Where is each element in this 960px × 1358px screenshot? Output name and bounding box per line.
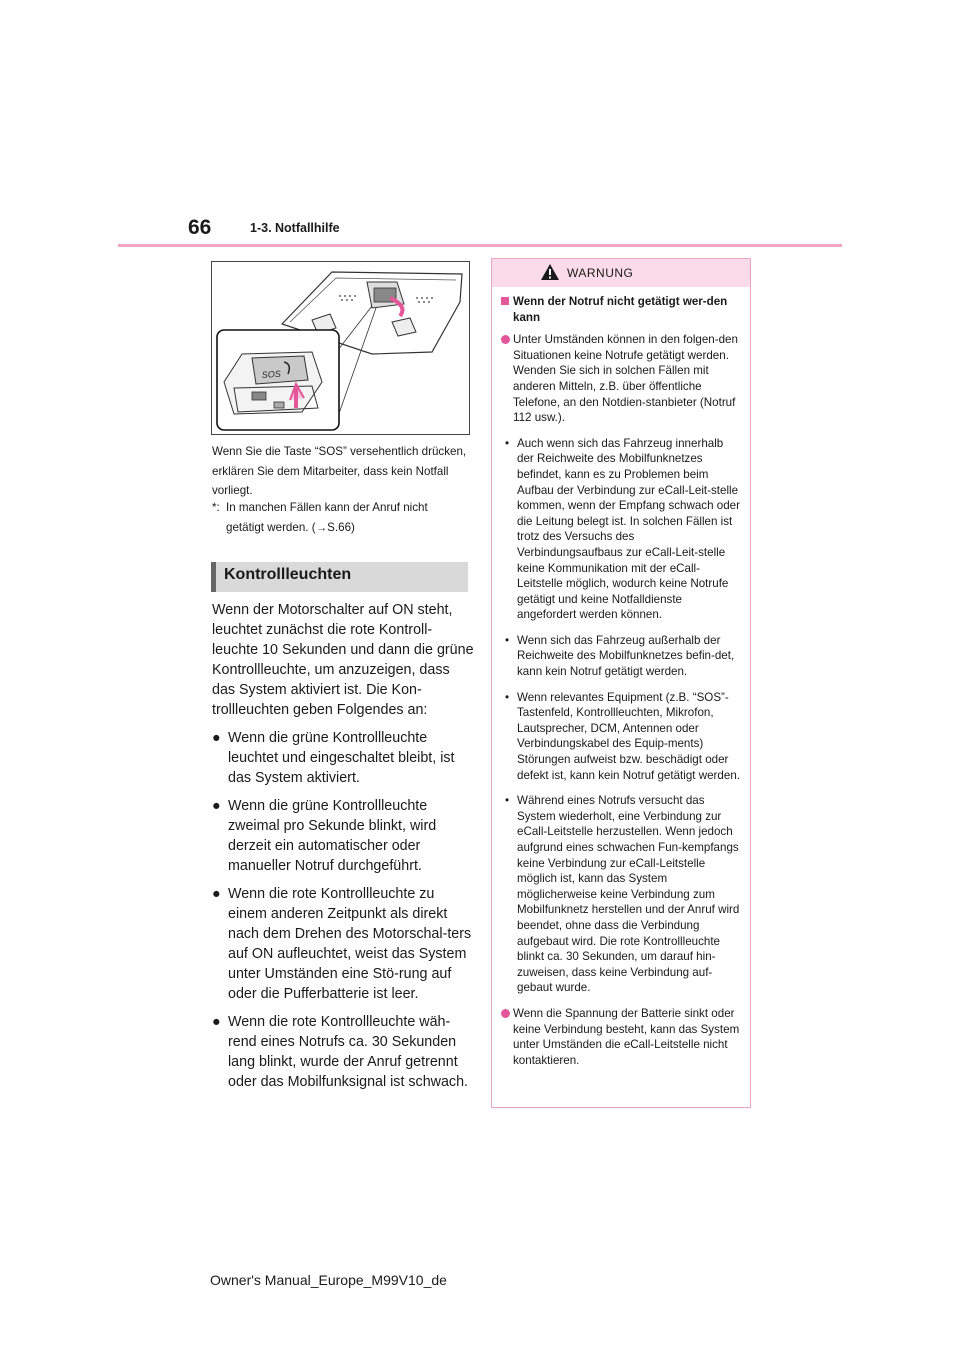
sos-label: SOS bbox=[261, 368, 282, 380]
bullet-icon: ● bbox=[212, 798, 221, 814]
footnote-mark: *: bbox=[212, 501, 220, 514]
page-number: 66 bbox=[188, 216, 212, 239]
indicator-list bbox=[212, 728, 474, 1092]
figure-caption: Wenn Sie die Taste “SOS” versehentlich drücken, erklären Sie dem Mitarbeiter, dass kein Notfall vorliegt. bbox=[212, 445, 467, 497]
warning-subitem: • Wenn relevantes Equipment (z.B. “SOS”-Tastenfeld, Kontrollleuchten, Mikrofon, Lautsprecher, DCM, Antennen oder Verbindungskabel des Equip-ments) Störungen aufweist bzw. beschädigt oder defekt ist, kann kein Notruf getätigt werden. bbox=[505, 690, 740, 782]
circle-bullet-icon bbox=[501, 1009, 510, 1018]
footer-text: Owner's Manual_Europe_M99V10_de bbox=[210, 1272, 447, 1288]
footnote bbox=[212, 498, 474, 537]
footnote-line-2: getätigt werden. (→S.66) bbox=[226, 520, 355, 534]
bullet-icon: ● bbox=[212, 1014, 221, 1030]
dot-bullet-icon: • bbox=[505, 690, 510, 704]
square-bullet-icon bbox=[501, 297, 509, 305]
warning-subitem: • Während eines Notrufs versucht das System wiederholt, eine Verbindung zur eCall-Leitstelle herzustellen. Wenn jedoch aufgrund eines schwachen Fun-kempfangs keine Verbindung zur eCall-Leitstelle möglich ist, kann das System möglicherweise keine Verbindung zum Mobilfunknetz herstellen und der Anruf wird beendet, ohne dass die Verbindung aufgebaut wird. Die rote Kontrollleuchte blinkt ca. 30 Sekunden, um darauf hin-zuweisen, dass keine Verbindung auf-gebaut wurde. bbox=[505, 794, 740, 995]
list-item: ● Wenn die rote Kontrollleuchte wäh-rend eines Notrufs ca. 30 Sekunden lang blinkt, wurde der Anruf getrennt oder das Mobilfunksignal ist schwach. bbox=[212, 1014, 468, 1090]
warning-subitem: • Auch wenn sich das Fahrzeug innerhalb der Reichweite des Mobilfunknetzes befindet, kann es zu Problemen beim Aufbau der Verbindung zur eCall-Leit-stelle kommen, wenn der Empfang schwach oder die Leitung belegt ist. In solchen Fällen ist trotz des Versuchs des Verbindungsaufbaus zur eCall-Leit-stelle keine Kommunikation mit der eCall-Leitstelle möglich, wodurch keine Notrufe getätigt und keine Notfalldienste angefordert werden können. bbox=[505, 436, 740, 622]
warning-item: Wenn die Spannung der Batterie sinkt oder keine Verbindung besteht, kann das System unter Umständen die eCall-Leitstelle nicht kontaktieren. bbox=[501, 1006, 741, 1068]
list-item: ● Wenn die grüne Kontrollleuchte leuchtet und eingeschaltet bleibt, ist das System aktiviert. bbox=[212, 730, 455, 786]
subheading bbox=[211, 562, 468, 592]
subheading-bar bbox=[211, 562, 216, 592]
intro-paragraph: Wenn der Motorschalter auf ON steht, leuchtet zunächst die rote Kontroll-leuchte 10 Sekunden und dann die grüne Kontrollleuchte, um anzuzeigen, dass das System aktiviert ist. Die Kon-trollleuchten geben Folgendes an: bbox=[212, 602, 474, 718]
subheading-text: Kontrollleuchten bbox=[224, 566, 352, 583]
warning-subitem: • Wenn sich das Fahrzeug außerhalb der Reichweite des Mobilfunknetzes befin-det, kann kein Notruf getätigt werden. bbox=[505, 633, 735, 679]
warning-body bbox=[492, 287, 750, 1068]
sos-button-illustration bbox=[211, 261, 470, 435]
footnote-line-1: In manchen Fällen kann der Anruf nicht bbox=[226, 501, 428, 514]
warning-title: Wenn der Notruf nicht getätigt wer-den kann bbox=[501, 294, 741, 325]
circle-bullet-icon bbox=[501, 335, 510, 344]
section-title: 1-3. Notfallhilfe bbox=[250, 221, 340, 235]
warning-triangle-icon bbox=[540, 263, 560, 281]
warning-box bbox=[491, 258, 751, 1108]
dot-bullet-icon: • bbox=[505, 633, 510, 647]
list-item: ● Wenn die grüne Kontrollleuchte zweimal pro Sekunde blinkt, wird derzeit ein automatischer oder manueller Notruf durchgeführt. bbox=[212, 798, 437, 874]
list-item: ● Wenn die rote Kontrollleuchte zu einem anderen Zeitpunkt als direkt nach dem Drehen des Motorschal-ters auf ON aufleuchtet, weist das System unter Umständen eine Stö-rung auf oder die Pufferbatterie ist leer. bbox=[212, 886, 472, 1002]
warning-item: Unter Umständen können in den folgen-den Situationen keine Notrufe getätigt werden. Wenden Sie sich in solchen Fällen mit anderen Mitteln, z.B. über öffentliche Telefone, an den Notdien-stanbieter (Notruf 112 usw.). bbox=[501, 332, 741, 426]
bullet-icon: ● bbox=[212, 730, 221, 746]
body-text bbox=[212, 600, 474, 1100]
dot-bullet-icon: • bbox=[505, 794, 510, 808]
warning-label: WARNUNG bbox=[567, 266, 634, 280]
dot-bullet-icon: • bbox=[505, 436, 510, 450]
bullet-icon: ● bbox=[212, 886, 221, 902]
header-rule bbox=[118, 244, 842, 247]
warning-header bbox=[492, 259, 750, 287]
